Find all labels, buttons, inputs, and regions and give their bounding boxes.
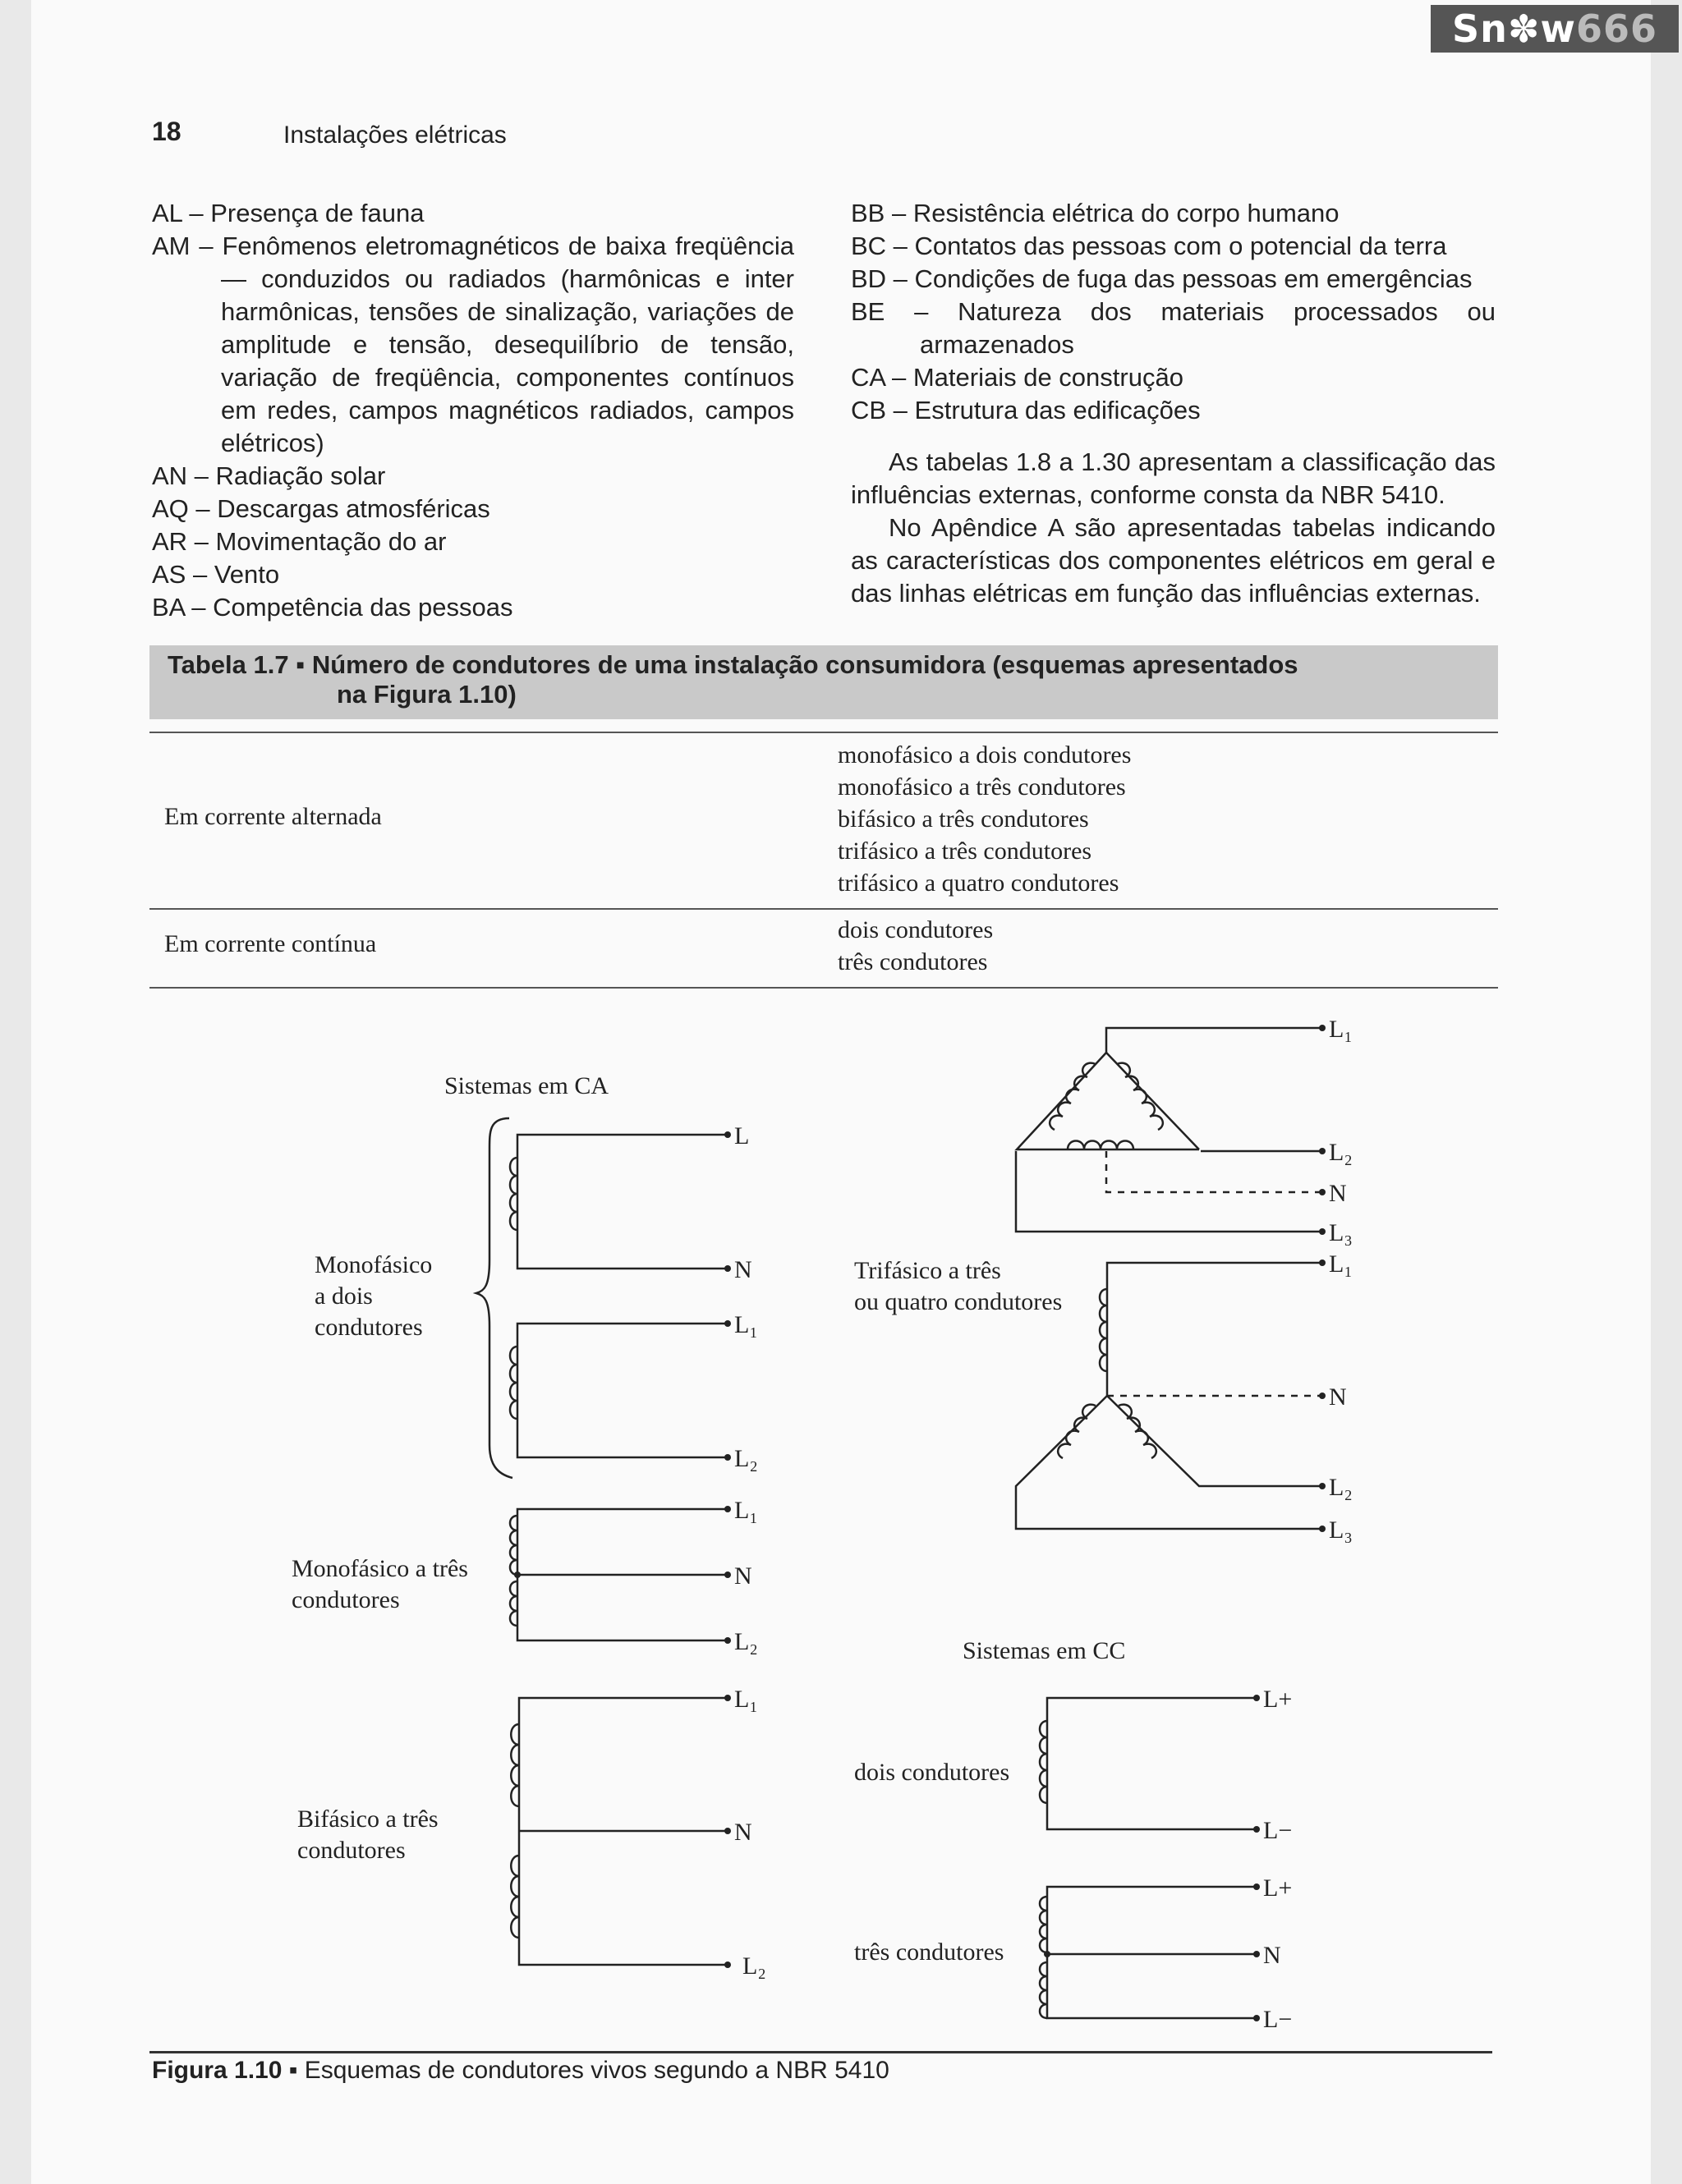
terminal-label: L₂ [1329, 1139, 1353, 1166]
terminal-label: L+ [1263, 1874, 1293, 1902]
list-item: AN – Radiação solar [152, 461, 386, 490]
terminal-label: L− [1263, 1817, 1293, 1844]
terminal-label: L₁ [734, 1311, 758, 1338]
list-item: BB – Resistência elétrica do corpo humano [851, 199, 1340, 227]
cc2-label: dois condutores [854, 1759, 1010, 1786]
terminal-label: N [734, 1256, 752, 1283]
terminal-dot [724, 1131, 731, 1138]
list-item: BD – Condições de fuga das pessoas em emergências [851, 264, 1473, 293]
paragraph: No Apêndice A são apresentadas tabelas indicando as características dos componentes elétricos em geral e das linhas elétricas em função das influências externas. [851, 513, 1496, 608]
terminal-label: N [1329, 1383, 1347, 1411]
mono2-label: Monofásico [315, 1251, 433, 1278]
list-item: AL – Presença de fauna [152, 199, 425, 227]
mono2-label: a dois [315, 1282, 373, 1310]
bif-label: Bifásico a três [297, 1805, 439, 1833]
table-row-label: Em corrente alternada [164, 803, 382, 830]
terminal-label: N [1329, 1180, 1347, 1207]
coil-icon [510, 1516, 517, 1626]
table-cell: trifásico a quatro condutores [838, 869, 1119, 897]
coil-icon [1040, 1721, 1047, 1803]
list-item: BE – Natureza dos materiais processados ou armazenados [851, 297, 1496, 359]
terminal-label: L₁ [1329, 1016, 1353, 1043]
table-cell: bifásico a três condutores [838, 805, 1089, 833]
terminal-dot [1253, 1826, 1260, 1833]
table-caption-line: na Figura 1.10) [337, 680, 517, 709]
terminal-label: L₃ [1329, 1516, 1353, 1544]
junction-dot [1044, 1951, 1050, 1957]
bif-label: condutores [297, 1837, 406, 1864]
coil-icon [510, 1347, 517, 1419]
terminal-label: L₂ [734, 1628, 758, 1655]
mono3-label: condutores [292, 1586, 400, 1613]
table-row-label: Em corrente contínua [164, 930, 377, 957]
terminal-dot [724, 1828, 731, 1834]
coil-icon [511, 1724, 519, 1938]
terminal-dot [1319, 1483, 1326, 1489]
terminal-label: N [1263, 1942, 1281, 1969]
list-item: AM – Fenômenos eletromagnéticos de baixa freqüência — conduzidos ou radiados (harmônicas e inter harmônicas, tensões de sinalização, variações de amplitude e tensão, desequilíbrio de tensão, variação de freqüência, componentes contínuos em redes, campos magnéticos radiados, campos elétricos) [152, 232, 794, 457]
mono2-label: condutores [315, 1314, 423, 1341]
coil-icon [1017, 1053, 1199, 1149]
list-item: CA – Materiais de construção [851, 363, 1183, 392]
terminal-dot [1319, 1259, 1326, 1266]
terminal-label: L₁ [734, 1686, 758, 1713]
list-item: AS – Vento [152, 560, 280, 589]
terminal-dot [1319, 1228, 1326, 1235]
coil-icon [1058, 1405, 1156, 1458]
terminal-dot [1319, 1393, 1326, 1399]
terminal-dot [724, 1454, 731, 1461]
wire [1107, 1263, 1322, 1396]
neutral-dashed-wire [1106, 1151, 1322, 1192]
table-cell: três condutores [838, 948, 988, 975]
coil-icon [1100, 1289, 1107, 1371]
list-item: BC – Contatos das pessoas com o potencial da terra [851, 232, 1447, 260]
page-number: 18 [152, 117, 182, 146]
terminal-label: L₂ [734, 1445, 758, 1472]
terminal-label: L₃ [1329, 1219, 1353, 1246]
cc3-label: três condutores [854, 1939, 1004, 1966]
terminal-label: L+ [1263, 1686, 1293, 1713]
terminal-label: N [734, 1562, 752, 1590]
table-cell: monofásico a dois condutores [838, 741, 1132, 769]
terminal-dot [1253, 2015, 1260, 2021]
curly-brace [476, 1118, 512, 1478]
figure-caption: Figura 1.10 ▪ Esquemas de condutores vivos segundo a NBR 5410 [152, 2057, 889, 2084]
watermark-logo: Sn✽w666 [1431, 5, 1679, 53]
terminal-dot [724, 1506, 731, 1512]
list-item: AR – Movimentação do ar [152, 527, 447, 556]
terminal-label: L− [1263, 2006, 1293, 2033]
terminal-dot [724, 1695, 731, 1701]
junction-dot [514, 1571, 521, 1578]
tri-label: ou quatro condutores [854, 1288, 1063, 1315]
list-item: BA – Competência das pessoas [152, 593, 513, 622]
terminal-label: L₁ [734, 1497, 758, 1524]
wire [1047, 1698, 1257, 1829]
list-item: CB – Estrutura das edificações [851, 396, 1201, 424]
wire [1106, 1028, 1322, 1053]
table-cell: trifásico a três condutores [838, 837, 1092, 865]
terminal-label: L₂ [1329, 1474, 1353, 1501]
wire [1047, 1887, 1257, 2018]
terminal-label: L [734, 1122, 750, 1149]
coil-icon [1040, 1897, 1047, 2018]
terminal-dot [1319, 1189, 1326, 1195]
terminal-dot [724, 1571, 731, 1578]
terminal-dot [1253, 1695, 1260, 1701]
terminal-dot [724, 1961, 731, 1968]
terminal-dot [724, 1265, 731, 1272]
terminal-dot [724, 1320, 731, 1327]
terminal-label: L₂ [742, 1952, 766, 1980]
table-cell: dois condutores [838, 916, 994, 943]
wire [517, 1135, 728, 1269]
terminal-dot [724, 1637, 731, 1644]
ca-title: Sistemas em CA [444, 1072, 609, 1099]
table-cell: monofásico a três condutores [838, 773, 1126, 801]
terminal-dot [1319, 1148, 1326, 1154]
terminal-dot [1319, 1025, 1326, 1031]
list-item: AQ – Descargas atmosféricas [152, 494, 490, 523]
terminal-dot [1253, 1951, 1260, 1957]
terminal-dot [1319, 1526, 1326, 1532]
cc-title: Sistemas em CC [963, 1637, 1126, 1664]
running-title: Instalações elétricas [283, 122, 507, 149]
terminal-dot [1253, 1883, 1260, 1890]
wire [517, 1324, 728, 1457]
figure-rule [149, 2051, 1492, 2053]
paragraph: As tabelas 1.8 a 1.30 apresentam a classificação das influências externas, conforme consta da NBR 5410. [851, 447, 1496, 509]
coil-icon [510, 1158, 517, 1230]
tri-label: Trifásico a três [854, 1257, 1001, 1284]
table-caption-line: Tabela 1.7 ▪ Número de condutores de uma instalação consumidora (esquemas apresentados [168, 650, 1298, 679]
mono3-label: Monofásico a três [292, 1555, 468, 1582]
terminal-label: N [734, 1819, 752, 1846]
terminal-label: L₁ [1329, 1250, 1353, 1278]
coil-icon [1016, 1396, 1322, 1529]
coil-icon [1050, 1063, 1163, 1149]
